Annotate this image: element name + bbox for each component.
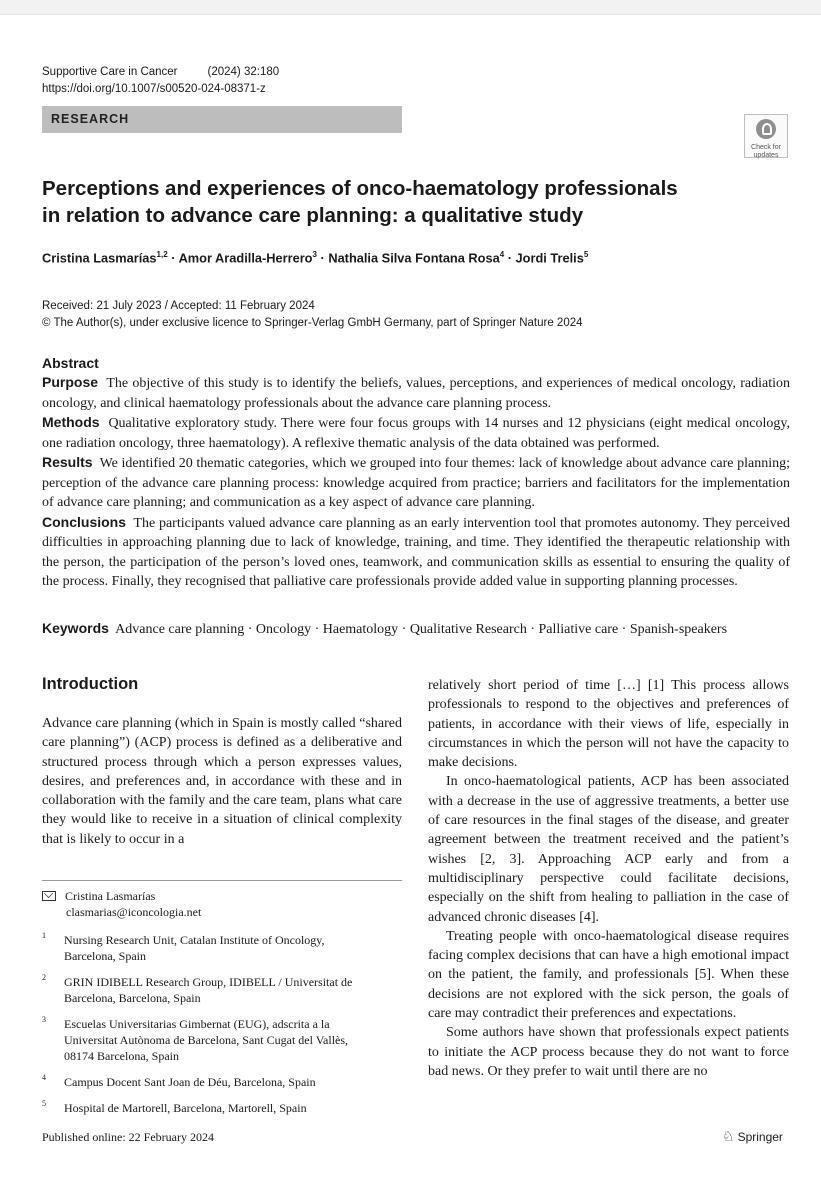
author-separator: · [167, 250, 179, 266]
author-affiliation: 1,2 [156, 250, 168, 259]
author-name[interactable]: Nathalia Silva Fontana Rosa [328, 250, 500, 266]
abstract-results [42, 453, 790, 513]
affiliation-item [42, 1074, 362, 1090]
results-label: Results [42, 454, 93, 470]
doi-link[interactable]: https://doi.org/10.1007/s00520-024-08371-z [42, 83, 266, 95]
intro-paragraph-2: relatively short period of time […] [1] This process allows professionals to respond to the objectives and preferences of patients, in accordance with their views of life, especially in circumstances in which the person will not have the capacity to make decisions. [428, 678, 789, 771]
purpose-text: The objective of this study is to identify the beliefs, values, perceptions, and experiences of medical oncology, radiation oncology, and clinical haematology professionals about the advance care planning process. [42, 376, 790, 411]
affiliation-number: 5 [42, 1099, 46, 1108]
publication-dates [42, 298, 583, 332]
conclusions-label: Conclusions [42, 513, 127, 530]
journal-info [42, 64, 279, 98]
affiliation-text: Escuelas Universitarias Gimbernat (EUG), adscrita a la Universitat Autònoma de Barcelona, Sant Cugat del Vallès, 08174 Barcelona, Spain [64, 1017, 349, 1063]
title-line-2: in relation to advance care planning: a qualitative study [42, 204, 584, 227]
title-line-1: Perceptions and experiences of onco-haematology professionals [42, 177, 678, 200]
methods-text: Qualitative exploratory study. There were four focus groups with 14 nurses and 12 physicians (eight medical oncology, one radiation oncology, three haematology). A reflexive thematic analysis of the data obtained was performed. [42, 416, 791, 451]
author-affiliation: 4 [499, 250, 505, 259]
affiliation-item [42, 1100, 362, 1116]
journal-name: Supportive Care in Cancer [42, 66, 178, 78]
author-name[interactable]: Jordi Trelis [515, 250, 584, 266]
author-list [42, 250, 588, 265]
left-column [42, 714, 402, 849]
abstract [42, 354, 790, 592]
author-name[interactable]: Cristina Lasmarías [42, 250, 157, 266]
author-separator: · [504, 250, 516, 266]
copyright-line: © The Author(s), under exclusive licence to Springer-Verlag GmbH Germany, part of Springer Nature 2024 [42, 317, 583, 329]
conclusions-text: The participants valued advance care planning as an early intervention tool that promotes autonomy. They perceived difficulties in approaching planning due to lack of knowledge, training, and time. They identified the therapeutic relationship with the person, the participation of the person’s loved ones, teamwork, and communication skills as essential to ensuring the quality of the process. Finally, they recognised that palliative care professionals provide added value in supporting planning processes. [42, 515, 790, 589]
author-affiliation: 5 [583, 250, 589, 259]
viewer-top-bar [0, 0, 821, 15]
abstract-purpose [42, 373, 790, 413]
results-text: We identified 20 thematic categories, which we grouped into four themes: lack of knowledge about advance care planning; perception of the advance care planning process: knowledge acquired from practice; barriers and facilitators for the implementation of advance care planning; and communication as a key aspect of advance care planning. [42, 456, 791, 510]
affiliation-number: 1 [42, 931, 46, 940]
intro-paragraph-3: In onco-haematological patients, ACP has been associated with a decrease in the use of aggressive treatments, a better use of care resources in the final stages of the disease, and greater agreement between the treatment received and the patient’s wishes [2, 3]. Approaching ACP early and from a multidisciplinary perspective could facilitate decisions, especially on the shift from healing to palliation in the case of advanced chronic diseases [4]. [428, 774, 789, 925]
affiliation-number: 2 [42, 973, 46, 982]
journal-volume: (2024) 32:180 [207, 66, 280, 78]
author-separator: · [316, 250, 329, 266]
intro-paragraph-4: Treating people with onco-haematological disease requires facing complex decisions that can have a high emotional impact on the patient, the family, and professionals [5]. When these decisions are not explored with the sick person, the goals of care may contradict their preferences and expectations. [428, 928, 789, 1022]
affiliation-item [42, 974, 362, 1006]
intro-paragraph-5: Some authors have shown that professionals expect patients to initiate the ACP process because they do not want to force bad news. Or they prefer to wait until there are no [428, 1025, 789, 1079]
affiliation-text: Hospital de Martorell, Barcelona, Martorell, Spain [64, 1101, 307, 1115]
published-online: Published online: 22 February 2024 [42, 1130, 214, 1144]
check-label-2: updates [753, 152, 779, 159]
keywords-text: Advance care planning · Oncology · Haematology · Qualitative Research · Palliative care · Spanish-speakers [115, 622, 728, 637]
check-label-1: Check for [751, 144, 781, 151]
article-title [42, 175, 702, 229]
check-for-updates-badge[interactable] [744, 114, 788, 158]
affiliation-text: Campus Docent Sant Joan de Déu, Barcelona, Spain [64, 1075, 316, 1089]
correspondence [42, 888, 201, 920]
envelope-icon [42, 891, 56, 901]
correspondence-email[interactable]: clasmarias@iconcologia.net [66, 905, 202, 919]
received-accepted: Received: 21 July 2023 / Accepted: 11 February 2024 [42, 300, 315, 312]
intro-paragraph-1: Advance care planning (which in Spain is mostly called “shared care planning”) (ACP) process is defined as a deliberative and structured process through which a person expresses values, desires, and preferences and, in accordance with these and in collaboration with the family and the care team, plans what care they would like to receive in a situation of clinical complexity that is likely to occur in a [42, 716, 402, 847]
publisher-name: Springer [737, 1130, 783, 1144]
correspondence-name: Cristina Lasmarías [65, 889, 156, 903]
check-updates-icon [756, 119, 776, 139]
section-label: RESEARCH [42, 106, 402, 133]
affiliation-text: GRIN IDIBELL Research Group, IDIBELL / Universitat de Barcelona, Barcelona, Spain [64, 975, 353, 1005]
abstract-methods [42, 413, 790, 453]
affiliations [42, 932, 362, 1126]
keywords-label: Keywords [42, 620, 109, 636]
purpose-label: Purpose [42, 374, 99, 390]
author-name[interactable]: Amor Aradilla-Herrero [178, 250, 313, 266]
affiliation-number: 3 [42, 1015, 46, 1024]
abstract-heading: Abstract [42, 355, 99, 371]
affiliation-item [42, 932, 362, 964]
author-affiliation: 3 [312, 250, 317, 259]
abstract-conclusions [42, 513, 790, 592]
introduction-heading: Introduction [42, 675, 139, 693]
publisher-logo [722, 1128, 783, 1145]
affiliation-item [42, 1016, 362, 1064]
affiliation-number: 4 [42, 1073, 46, 1082]
affiliation-text: Nursing Research Unit, Catalan Institute of Oncology, Barcelona, Spain [64, 933, 325, 963]
right-column [428, 676, 789, 1081]
keywords [42, 620, 727, 638]
footnote-divider [42, 880, 402, 881]
springer-horse-icon: ♘ [722, 1128, 735, 1144]
methods-label: Methods [42, 414, 100, 430]
